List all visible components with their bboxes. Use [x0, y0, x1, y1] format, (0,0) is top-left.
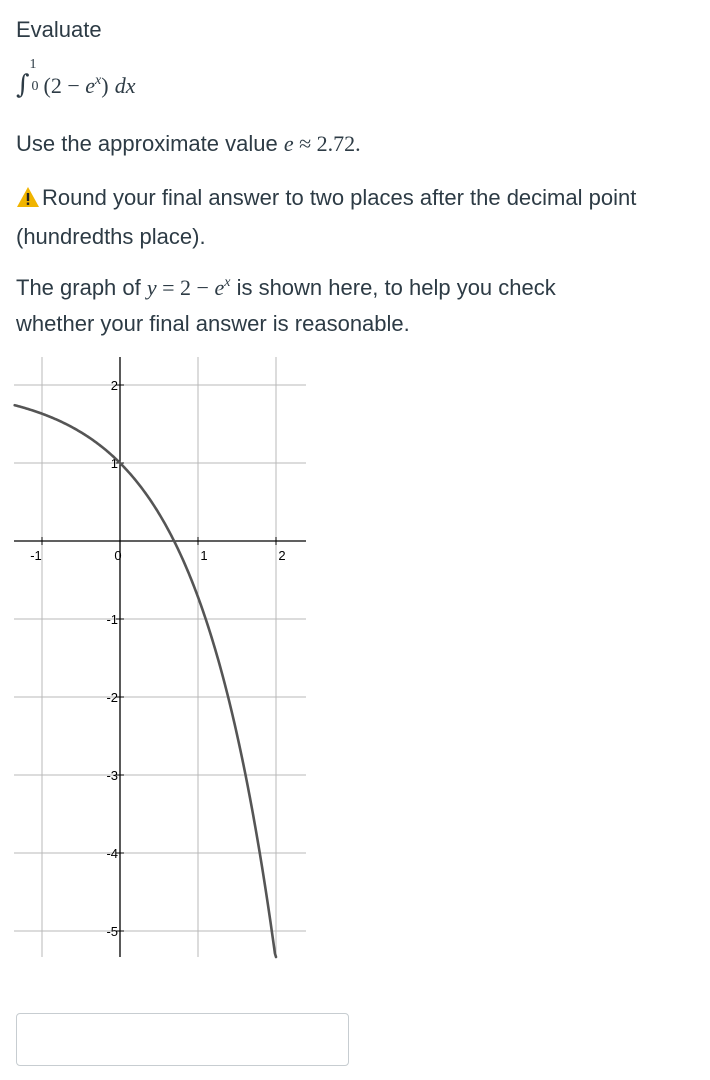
y-tick-label: 2: [110, 378, 118, 393]
y-tick-label: 1: [110, 456, 118, 471]
prompt-text: Evaluate: [16, 17, 102, 42]
x-tick-label: -1: [30, 548, 42, 563]
graph-intro: The graph of $y = 2 - e^x$ is shown here, to help you check: [16, 275, 556, 300]
y-tick-label: -3: [106, 768, 118, 783]
integral-expression: [16, 57, 136, 100]
function-graph: [0, 340, 320, 965]
y-tick-label: -4: [106, 846, 118, 861]
integral-sign-icon: ∫: [16, 70, 30, 100]
graph-intro-cont: whether your final answer is reasonable.: [16, 311, 410, 336]
answer-input[interactable]: [16, 1013, 349, 1066]
integrand-exponent: x: [95, 73, 102, 88]
lower-limit: 0: [31, 79, 39, 94]
integrand-base: e: [85, 73, 96, 98]
rounding-warning: Round your final answer to two places after the decimal point: [16, 185, 636, 211]
x-tick-label: 1: [200, 548, 208, 563]
integrand-prefix: (2 −: [43, 73, 86, 98]
upper-limit: 1: [29, 57, 37, 72]
approx-instruction: Use the approximate value e ≈ 2.72.: [16, 131, 361, 156]
rounding-warning-cont: (hundredths place).: [16, 224, 206, 249]
function-curve: [15, 405, 276, 957]
y-tick-label: -5: [106, 924, 118, 939]
x-tick-label: 0: [114, 548, 122, 563]
y-tick-label: -1: [106, 612, 118, 627]
x-tick-label: 2: [278, 548, 286, 563]
differential: dx: [114, 73, 136, 98]
integrand-suffix: ): [101, 73, 109, 98]
y-tick-label: -2: [106, 690, 118, 705]
warning-icon: [16, 186, 40, 208]
